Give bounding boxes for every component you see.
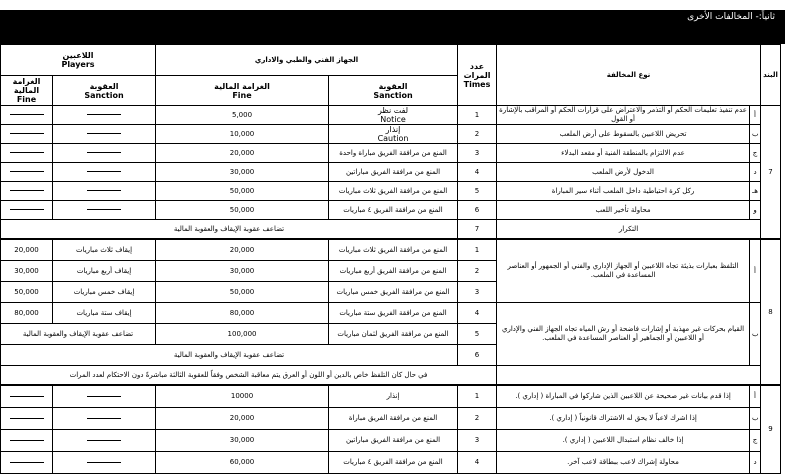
violation-letter: د bbox=[750, 163, 761, 182]
item7-repeat-row bbox=[1, 220, 781, 240]
player-sanction: إيقاف أربع مباريات bbox=[53, 261, 156, 282]
staff-fine: 5,000 bbox=[156, 106, 329, 125]
item-number: 9 bbox=[761, 385, 781, 474]
times: 3 bbox=[458, 430, 497, 452]
dash bbox=[1, 430, 53, 452]
times: 2 bbox=[458, 261, 497, 282]
staff-fine: 50,000 bbox=[156, 201, 329, 220]
violation-text: الدخول لأرض الملعب bbox=[497, 163, 750, 182]
staff-sanction: إنذار Caution bbox=[329, 125, 458, 144]
player-fine: 30,000 bbox=[1, 261, 53, 282]
player-fine: 80,000 bbox=[1, 303, 53, 324]
times: 1 bbox=[458, 385, 497, 408]
section-header-bar bbox=[0, 10, 785, 44]
violation-letter: ب bbox=[750, 125, 761, 144]
item7-row-5 bbox=[1, 182, 781, 201]
staff-sanction: المنع من مرافقة الفريق مباراتين bbox=[329, 430, 458, 452]
staff-sanction-header: العقوبة Sanction bbox=[329, 76, 458, 106]
dash bbox=[1, 182, 53, 201]
times: 5 bbox=[458, 324, 497, 345]
dash bbox=[53, 452, 156, 474]
violation-letter: ب bbox=[750, 408, 761, 430]
dash bbox=[53, 430, 156, 452]
dash bbox=[53, 125, 156, 144]
staff-sanction: إنذار bbox=[329, 385, 458, 408]
item9-row-4 bbox=[1, 452, 781, 474]
section-title: ثانياً:- المخالفات الأخرى bbox=[687, 12, 775, 22]
dash bbox=[1, 106, 53, 125]
times: 7 bbox=[458, 220, 497, 240]
staff-sanction: المنع من مرافقة الفريق ثلاث مباريات bbox=[329, 182, 458, 201]
dash bbox=[1, 144, 53, 163]
times: 5 bbox=[458, 182, 497, 201]
staff-fine: 60,000 bbox=[156, 452, 329, 474]
violation-letter: أ bbox=[750, 106, 761, 125]
staff-fine: 20,000 bbox=[156, 144, 329, 163]
dash bbox=[1, 201, 53, 220]
staff-fine: 50,000 bbox=[156, 282, 329, 303]
dash bbox=[1, 385, 53, 408]
staff-sanction: المنع من مرافقة الفريق لثمان مباريات bbox=[329, 324, 458, 345]
item8-note-row bbox=[1, 366, 781, 386]
item9-row-1 bbox=[1, 385, 781, 408]
dash bbox=[53, 144, 156, 163]
violation-letter: هـ bbox=[750, 182, 761, 201]
staff-sanction: المنع من مرافقة الفريق مباراة bbox=[329, 408, 458, 430]
dash bbox=[53, 201, 156, 220]
dash bbox=[1, 125, 53, 144]
staff-sanction: المنع من مرافقة الفريق ثلاث مباريات bbox=[329, 239, 458, 261]
player-repeat-sanction: تضاعف عقوبة الإيقاف والعقوبة المالية bbox=[1, 324, 156, 345]
violation-text: التلفظ بعبارات بذيئة تجاه اللاعبين أو الجهاز الإداري والفني أو الجمهور أو العناصر المساعدة في الملعب. bbox=[497, 239, 750, 303]
player-sanction: إيقاف خمس مباريات bbox=[53, 282, 156, 303]
players-header: اللاعبين Players bbox=[1, 45, 156, 76]
violation-letter: ج bbox=[750, 144, 761, 163]
violation-text: إذا قدم بيانات غير صحيحة عن اللاعبين الذين شاركوا في المباراة ( إداري ). bbox=[497, 385, 750, 408]
times: 4 bbox=[458, 163, 497, 182]
staff-sanction: لفت نظر Notice bbox=[329, 106, 458, 125]
violation-text: إذا خالف نظام استبدال اللاعبين ( إداري ). bbox=[497, 430, 750, 452]
times: 6 bbox=[458, 345, 497, 366]
staff-sanction: المنع من مرافقة الفريق ٤ مباريات bbox=[329, 201, 458, 220]
dash bbox=[1, 408, 53, 430]
violation-text: عدم تنفيذ تعليمات الحكم أو التذمر والاعتراض على قرارات الحكم أو المراقب بالإشارة أو القول bbox=[497, 106, 750, 125]
player-sanction: إيقاف ستة مباريات bbox=[53, 303, 156, 324]
times: 2 bbox=[458, 408, 497, 430]
staff-repeat-sanction: تضاعف عقوبة الإيقاف والعقوبة المالية bbox=[1, 345, 458, 366]
staff-sanction: المنع من مرافقة الفريق خمس مباريات bbox=[329, 282, 458, 303]
dash bbox=[1, 163, 53, 182]
violation-letter: ج bbox=[750, 430, 761, 452]
dash bbox=[53, 106, 156, 125]
times: 4 bbox=[458, 452, 497, 474]
repeat-sanction: تضاعف عقوبة الإيقاف والعقوبة المالية bbox=[1, 220, 458, 240]
player-fine: 20,000 bbox=[1, 239, 53, 261]
times: 2 bbox=[458, 125, 497, 144]
players-fine-header: الغرامة المالية Fine bbox=[1, 76, 53, 106]
times: 4 bbox=[458, 303, 497, 324]
violation-text: ركل كرة احتياطية داخل الملعب أثناء سير المباراة bbox=[497, 182, 750, 201]
player-sanction: إيقاف ثلاث مباريات bbox=[53, 239, 156, 261]
staff-fine: 10,000 bbox=[156, 125, 329, 144]
violation-letter: ب bbox=[750, 303, 761, 366]
staff-fine-header: الغرامة المالية Fine bbox=[156, 76, 329, 106]
staff-fine: 100,000 bbox=[156, 324, 329, 345]
times: 6 bbox=[458, 201, 497, 220]
staff-fine: 20,000 bbox=[156, 239, 329, 261]
item8-note: في حال كان التلفظ خاص بالدين أو اللون أو العرق يتم معاقبة الشخص وفقاً للعقوبة الثالثة مباشرةً دون الاحتكام لعدد المرات bbox=[1, 366, 497, 386]
item7-row-4 bbox=[1, 163, 781, 182]
times: 1 bbox=[458, 106, 497, 125]
repeat-label: التكرار bbox=[497, 220, 761, 240]
staff-sanction: المنع من مرافقة الفريق ٤ مباريات bbox=[329, 452, 458, 474]
times: 1 bbox=[458, 239, 497, 261]
violation-text: تحريض اللاعبين بالسقوط على أرض الملعب bbox=[497, 125, 750, 144]
staff-sanction: المنع من مرافقة الفريق أربع مباريات bbox=[329, 261, 458, 282]
staff-fine: 80,000 bbox=[156, 303, 329, 324]
item8-row-1 bbox=[1, 239, 781, 261]
dash bbox=[53, 182, 156, 201]
players-sanction-header: العقوبة Sanction bbox=[53, 76, 156, 106]
violation-letter: د bbox=[750, 452, 761, 474]
item9-row-3 bbox=[1, 430, 781, 452]
header-row-1 bbox=[1, 45, 781, 76]
item-number: 8 bbox=[761, 239, 781, 385]
violation-letter: أ bbox=[750, 239, 761, 303]
violation-letter: أ bbox=[750, 385, 761, 408]
violation-text: عدم الالتزام بالمنطقة الفنية أو مقعد البدلاء bbox=[497, 144, 750, 163]
dash bbox=[53, 385, 156, 408]
times-header: عدد المرات Times bbox=[458, 45, 497, 106]
times: 3 bbox=[458, 282, 497, 303]
item7-row-1 bbox=[1, 106, 781, 125]
staff-fine: 30,000 bbox=[156, 430, 329, 452]
staff-sanction: المنع من مرافقة الفريق مباراتين bbox=[329, 163, 458, 182]
staff-fine: 30,000 bbox=[156, 261, 329, 282]
violation-text: محاولة إشراك لاعب ببطاقة لاعب آخر. bbox=[497, 452, 750, 474]
staff-sanction: المنع من مرافقة الفريق ستة مباريات bbox=[329, 303, 458, 324]
item-number: 7 bbox=[761, 106, 781, 240]
item9-row-2 bbox=[1, 408, 781, 430]
violations-table bbox=[0, 44, 781, 474]
staff-fine: 20,000 bbox=[156, 408, 329, 430]
dash bbox=[53, 163, 156, 182]
staff-fine: 10000 bbox=[156, 385, 329, 408]
empty-cell bbox=[497, 366, 761, 386]
staff-sanction: المنع من مرافقة الفريق مباراة واحدة bbox=[329, 144, 458, 163]
item-header: البند bbox=[761, 45, 781, 106]
item7-row-6 bbox=[1, 201, 781, 220]
item8-row-4 bbox=[1, 303, 781, 324]
staff-header: الجهاز الفني والطبي والاداري bbox=[156, 45, 458, 76]
item7-row-3 bbox=[1, 144, 781, 163]
player-fine: 50,000 bbox=[1, 282, 53, 303]
violation-text: محاولة تأخير اللعب bbox=[497, 201, 750, 220]
violation-type-header: نوع المخالفة bbox=[497, 45, 761, 106]
staff-fine: 30,000 bbox=[156, 163, 329, 182]
dash bbox=[1, 452, 53, 474]
violation-text: إذا اشرك لاعباً لا يحق له الاشتراك قانونياً ( إداري ). bbox=[497, 408, 750, 430]
violation-letter: و bbox=[750, 201, 761, 220]
dash bbox=[53, 408, 156, 430]
staff-fine: 50,000 bbox=[156, 182, 329, 201]
violation-text: القيام بحركات غير مهذبة أو إشارات فاضحة أو رش المياه تجاه الجهاز الفني والإداري أو اللاعبين أو الجماهير أو العناصر المساعدة في الملعب. bbox=[497, 303, 750, 366]
times: 3 bbox=[458, 144, 497, 163]
item7-row-2 bbox=[1, 125, 781, 144]
